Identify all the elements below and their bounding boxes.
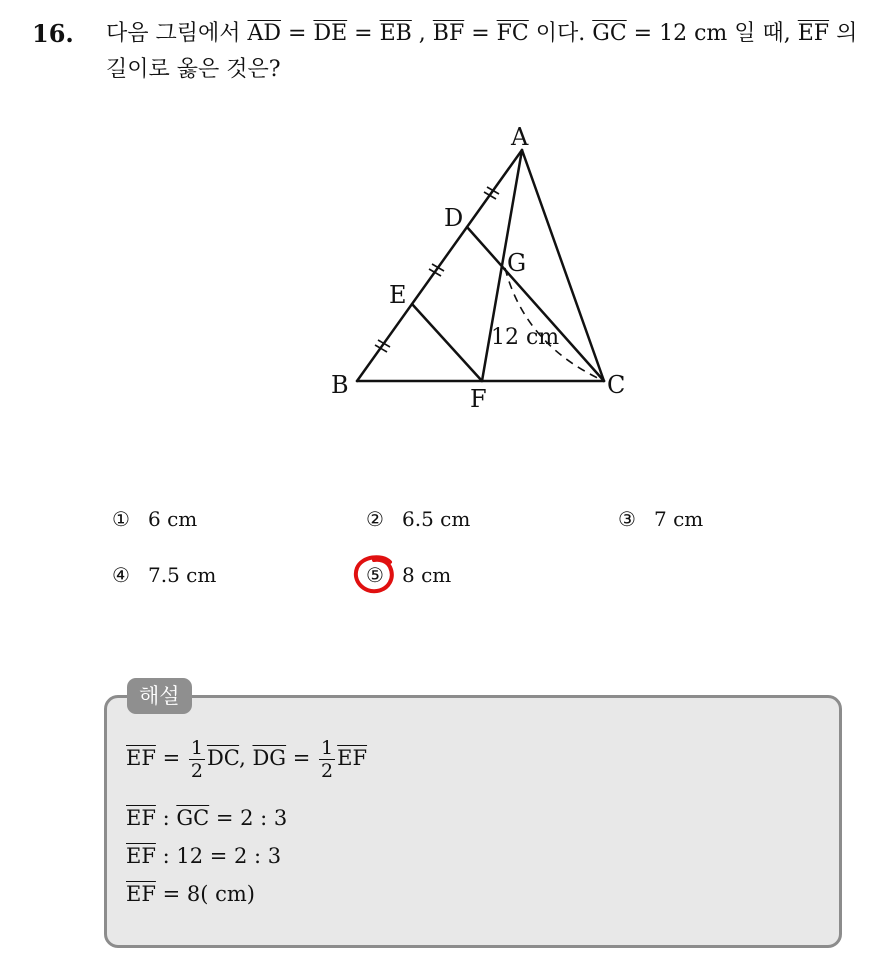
segment-af-line [482,150,522,381]
answer-circle-mark [352,554,398,596]
segment-dc-line [467,227,604,381]
label-f: F [470,385,487,413]
choice-3[interactable]: ③ 7 cm [618,507,704,531]
gc-dashed-arc [505,268,604,381]
label-b: B [331,371,349,399]
segment-fc: $\overline{FC}$ [496,21,529,46]
label-d: D [444,204,464,232]
segment-ef: $\overline{EF}$ [797,21,830,46]
segment-ad: $\overline{AD}$ [247,21,282,46]
fraction-half: $\frac{1}{2}$ [190,737,203,782]
choice-5[interactable]: ⑤ 8 cm [366,563,452,587]
question-text: 다음 그림에서 $\overline{AD} = \overline{DE} = \overline{EB}$ , $\overline{BF} = \overline{FC}$ 이다. $\overline{GC} = 12$ cm 일 때, $\overline{EF}$ 의 길이로 옳은 것은? [106,21,858,82]
segment-gc: $\overline{GC}$ [592,21,627,46]
side-ac [522,150,604,381]
side-ab [357,150,522,381]
fraction-half: $\frac{1}{2}$ [321,737,334,782]
question-number: 16. [32,19,74,48]
choice-2[interactable]: ② 6.5 cm [366,507,471,531]
label-a: A [511,123,529,151]
segment-eb: $\overline{EB}$ [379,21,412,46]
label-c: C [607,371,626,399]
solution-line-3: $\overline{EF}$ : 12 = 2 : 3 [126,844,282,868]
label-e: E [389,281,407,309]
solution-line-2: $\overline{EF}$ : $\overline{GC} = 2$ : 3 [126,806,288,830]
measure-label: 12 cm [491,325,560,350]
solution-line-1: $\overline{EF}$ = $\frac{1}{2}$ $\overline{DC}$, $\overline{DG}$ = $\frac{1}{2}$ $\overline{EF}$ [126,737,368,782]
solution-tab: 해설 [127,678,192,714]
choice-4[interactable]: ④ 7.5 cm [112,563,217,587]
choice-1[interactable]: ① 6 cm [112,507,198,531]
equal-tick-marks [375,187,499,352]
segment-ef-line [412,304,482,381]
solution-line-4: $\overline{EF} = 8$( cm) [126,882,255,906]
segment-bf: $\overline{BF}$ [432,21,465,46]
label-g: G [507,249,527,277]
segment-de: $\overline{DE}$ [313,21,348,46]
